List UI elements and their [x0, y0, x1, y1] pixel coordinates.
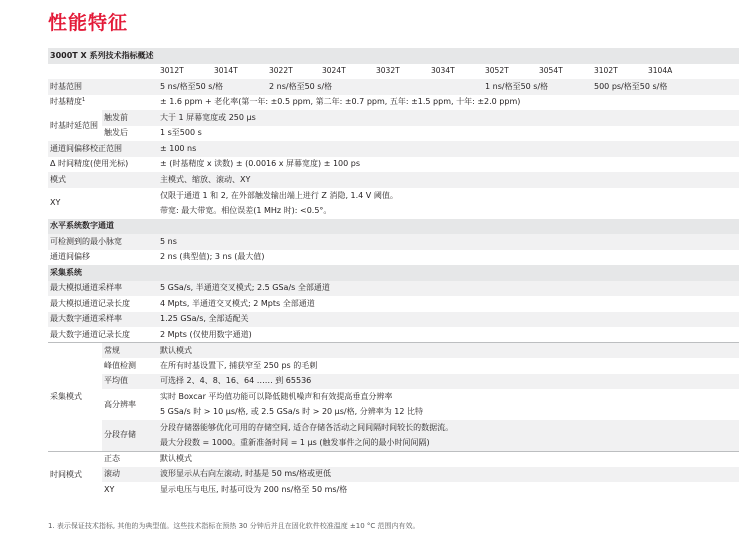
cell-value: 1 s至500 s	[160, 128, 202, 138]
row-label: 采集模式	[48, 343, 102, 452]
model-header: 3022T	[269, 66, 293, 76]
row-label: 最大模拟通道采样率	[48, 281, 158, 297]
section-title: 采集系统	[48, 265, 739, 281]
section-header	[48, 265, 739, 281]
footnote: 1. 表示保证技术指标, 其他的为典型值。这些技术指标在预热 30 分钟后并且在固化软件校准温度 ±10 °C 范围内有效。	[48, 522, 420, 530]
table-row	[48, 110, 739, 126]
page-title: 性能特征	[48, 12, 129, 34]
sub-label: 触发后	[104, 128, 128, 138]
cell-value: ± 1.6 ppm + 老化率(第一年: ±0.5 ppm, 第二年: ±0.7 ppm, 五年: ±1.5 ppm, 十年: ±2.0 ppm)	[160, 97, 521, 107]
cell-value	[158, 420, 739, 451]
cell-value: 2 ns (典型值); 3 ns (最大值)	[160, 252, 265, 262]
table-row	[48, 420, 739, 451]
table-title-row	[48, 48, 739, 64]
cell-value: 显示电压与电压, 时基可设为 200 ns/格至 50 ms/格	[160, 484, 348, 494]
cell-value: 在所有时基设置下, 捕获窄至 250 ps 的毛刺	[160, 360, 318, 370]
segmented-line-1: 分段存储器能够优化可用的存储空间, 适合存储各活动之间间隔时间较长的数据流。	[160, 422, 454, 432]
row-label: 时基精度$^1$	[50, 97, 86, 107]
table-row	[48, 141, 739, 157]
table-row	[48, 126, 739, 142]
table-row	[48, 467, 739, 483]
row-label: Δ 时间精度(使用光标)	[50, 159, 129, 169]
cell-value: 5 ns/格至50 s/格	[158, 79, 267, 95]
model-header: 3104A	[648, 66, 673, 76]
segmented-line-2: 最大分段数 = 1000。重新准备时间 = 1 µs (触发事件之间的最小时间间隔)	[160, 437, 430, 447]
row-label: XY	[50, 198, 61, 207]
hires-line-2: 5 GSa/s 时 > 10 µs/格, 或 2.5 GSa/s 时 > 20 µs/格, 分辨率为 12 比特	[160, 407, 423, 416]
xy-line-1: 仅限于通道 1 和 2, 在外部触发输出端上进行 Z 消隐, 1.4 V 阈值。	[160, 190, 398, 200]
cell-value: 2 ns/格至50 s/格	[267, 79, 483, 95]
cell-value	[158, 389, 739, 420]
xy-line-2: 带宽: 最大带宽。相位误差(1 MHz 时): <0.5°。	[160, 205, 332, 215]
row-label: 时基范围	[48, 79, 158, 95]
table-row	[48, 95, 739, 111]
sub-label: 峰值检测	[104, 360, 136, 370]
cell-value	[158, 188, 739, 219]
sub-label: 平均值	[102, 374, 158, 390]
section-header	[48, 219, 739, 235]
hires-line-1: 实时 Boxcar 平均值功能可以降低随机噪声和有效提高垂直分辨率	[160, 392, 393, 401]
row-label: 通道间偏移	[50, 252, 90, 262]
spec-table	[48, 48, 739, 498]
table-row	[48, 312, 739, 328]
table-row	[48, 157, 739, 173]
table-row	[48, 172, 739, 188]
table-row	[48, 234, 739, 250]
cell-value: 波形显示从右向左滚动, 时基是 50 ms/格或更低	[158, 467, 739, 483]
row-label: 最大模拟通道记录长度	[50, 298, 130, 308]
cell-value: 可选择 2、4、8、16、64 …… 到 65536	[158, 374, 739, 390]
sub-label: 常规	[102, 343, 158, 359]
table-row	[48, 389, 739, 420]
row-label: 模式	[48, 172, 158, 188]
sub-label: 分段存储	[102, 420, 158, 451]
sub-label: 正态	[102, 451, 158, 467]
model-header: 3032T	[376, 66, 400, 76]
table-row	[48, 188, 739, 219]
cell-value: 5 GSa/s, 半通道交叉模式; 2.5 GSa/s 全部通道	[158, 281, 739, 297]
model-header: 3052T	[485, 66, 509, 76]
table-row	[48, 343, 739, 359]
table-row	[48, 250, 739, 266]
sub-label: 滚动	[102, 467, 158, 483]
model-header: 3034T	[431, 66, 455, 76]
sub-label: 触发前	[102, 110, 158, 126]
row-label: 最大数字通道记录长度	[50, 329, 130, 339]
cell-value: 1.25 GSa/s, 全部适配关	[158, 312, 739, 328]
table-row	[48, 79, 739, 95]
row-label: 时基时延范围	[48, 110, 102, 141]
row-label: 最大数字通道采样率	[48, 312, 158, 328]
model-header-row	[48, 64, 739, 80]
model-header: 3054T	[539, 66, 563, 76]
table-row	[48, 482, 739, 498]
model-header: 3102T	[594, 66, 618, 76]
cell-value: 主模式、缩放、滚动、XY	[158, 172, 739, 188]
table-row	[48, 358, 739, 374]
cell-value: 大于 1 屏幕宽度或 250 µs	[158, 110, 739, 126]
row-label: 可检测到的最小脉宽	[48, 234, 158, 250]
sub-label: XY	[104, 484, 115, 494]
table-row	[48, 281, 739, 297]
table-row	[48, 374, 739, 390]
cell-value: ± (时基精度 x 读数) ± (0.0016 x 屏幕宽度) ± 100 ps	[160, 159, 360, 169]
model-header: 3012T	[160, 66, 184, 76]
cell-value: 2 Mpts (仅使用数字通道)	[160, 329, 252, 339]
row-label: 时间模式	[48, 451, 102, 498]
table-row	[48, 296, 739, 312]
cell-value: 5 ns	[158, 234, 739, 250]
row-label: 通道间偏移校正范围	[48, 141, 158, 157]
cell-value: 4 Mpts, 半通道交叉模式; 2 Mpts 全部通道	[160, 298, 315, 308]
section-title: 水平系统数字通道	[48, 219, 739, 235]
cell-value: ± 100 ns	[158, 141, 739, 157]
cell-value: 默认模式	[158, 343, 739, 359]
sub-label: 高分辨率	[104, 399, 136, 409]
cell-value: 1 ns/格至50 s/格	[483, 79, 592, 95]
table-row	[48, 327, 739, 343]
cell-value: 默认模式	[158, 451, 739, 467]
table-title: 3000T X 系列技术指标概述	[48, 48, 739, 64]
table-row	[48, 451, 739, 467]
model-header: 3024T	[322, 66, 346, 76]
cell-value: 500 ps/格至50 s/格	[592, 79, 739, 95]
model-header: 3014T	[214, 66, 238, 76]
